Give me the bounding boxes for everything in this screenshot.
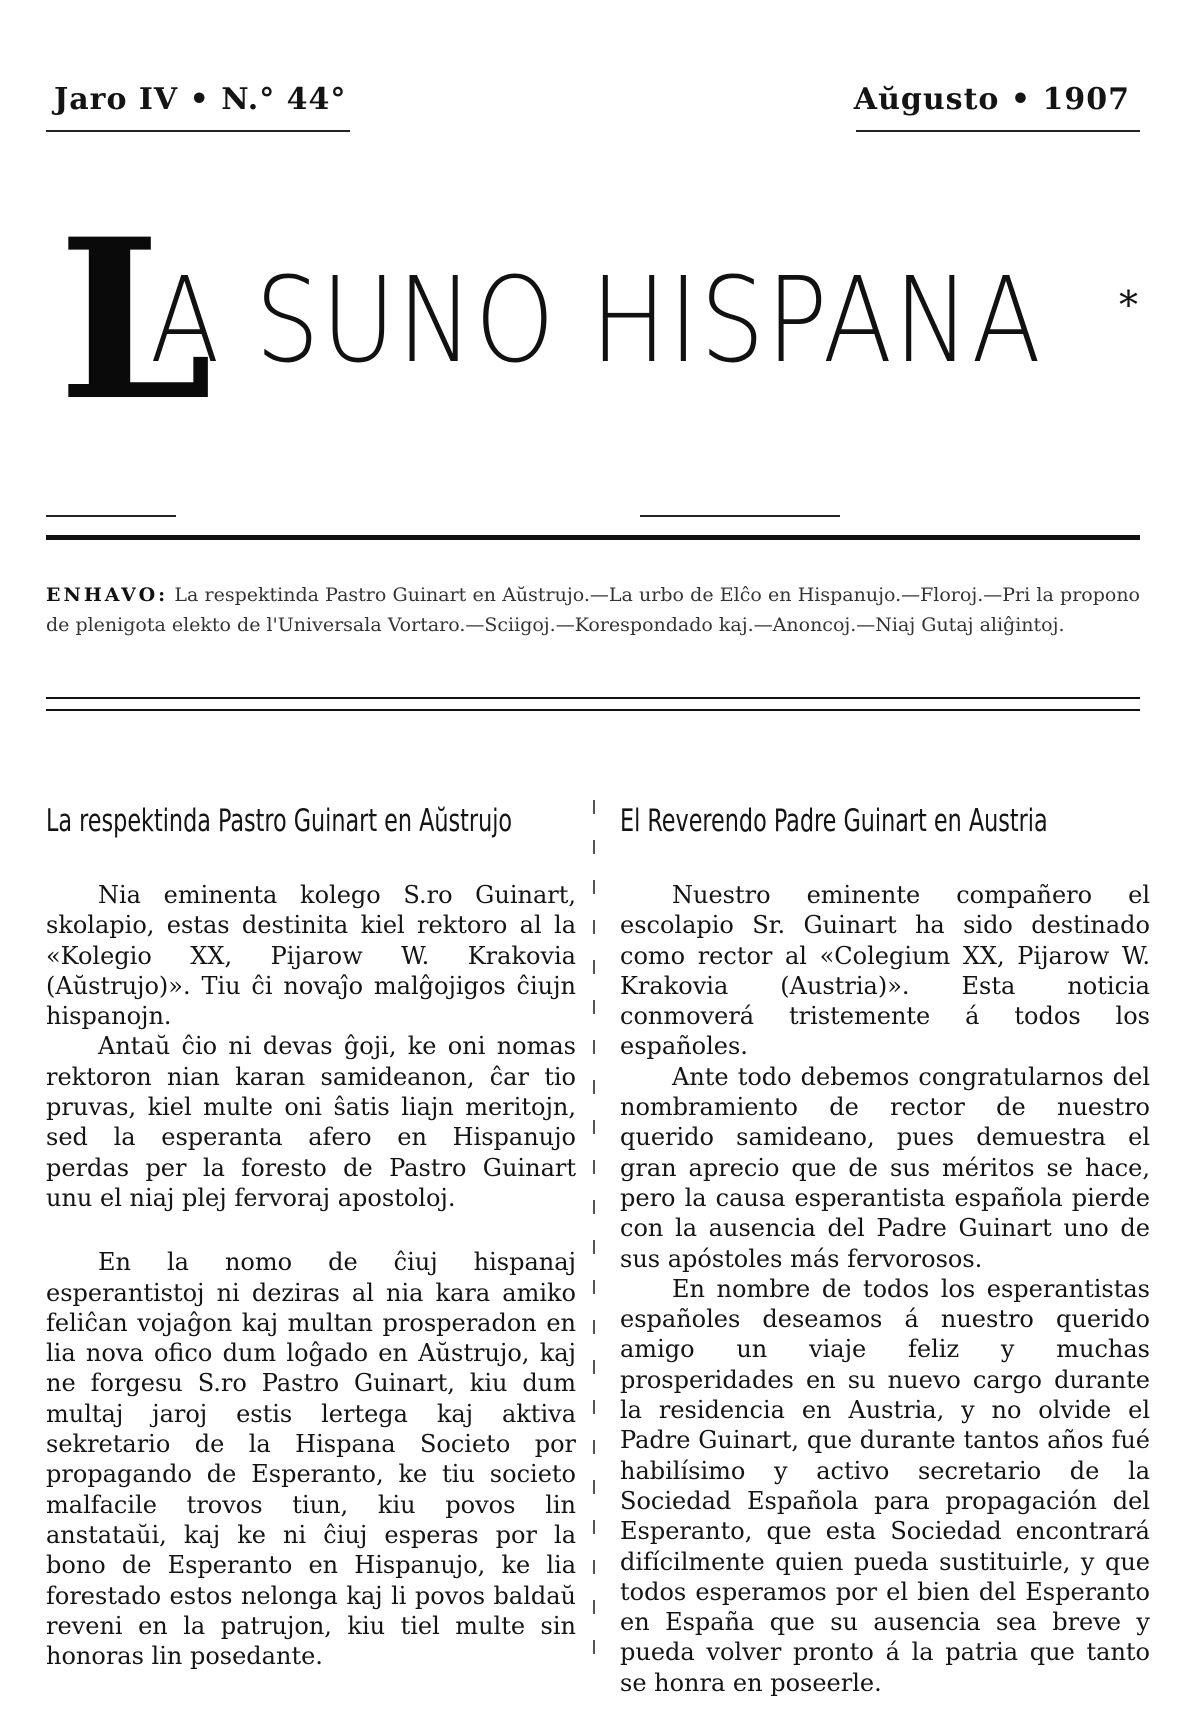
masthead-title: A SUNO HISPANA xyxy=(150,251,1043,389)
issue-number: Jaro IV • N.° 44° xyxy=(54,82,347,117)
column-divider xyxy=(593,800,595,1660)
issue-date: Aŭgusto • 1907 xyxy=(853,82,1130,117)
header-underline-left xyxy=(46,130,350,132)
masthead xyxy=(58,190,1138,449)
article-title-esperanto: La respektinda Pastro Guinart en Aŭstrujo xyxy=(46,803,513,839)
paragraph: Ante todo debemos congratularnos del nombramiento de rector de nuestro querido samideano, pues demuestra el gran aprecio que de sus méritos se hace, pero la causa esperantista española pierde con la ausencia del Padre Guinart uno de sus apóstoles más fervorosos. xyxy=(620,1062,1150,1273)
summary-rule-top xyxy=(46,697,1140,699)
contents-label: ENHAVO: xyxy=(46,584,169,606)
paragraph: En la nomo de ĉiuj hispanaj esperantistoj ni deziras al nia kara amiko feliĉan vojaĝon kaj multan prosperadon en lia nova ofico dum loĝado en Aŭstrujo, kaj ne forgesu S.ro Pastro Guinart, kiu dum multaj jaroj estis lertega kaj aktiva sekretario de la Hispana Societo por propagando de Esperanto, ke tiu societo malfacile trovos tiun, kiu povos lin anstataŭi, kaj ke ni ĉiuj esperas por la bono de Esperanto en Hispanujo, ke lia forestado estos nelonga kaj li povos baldaŭ reveni en la patrujon, kiu tiel multe sin honoras lin posedante. xyxy=(46,1248,576,1671)
paragraph: En nombre de todos los esperantistas españoles deseamos á nuestro querido amigo un viaje feliz y muchas prosperidades en su nuevo cargo durante la residencia en Austria, y no olvide el Padre Guinart, que durante tantos años fué habilísimo y activo secretario de la Sociedad Española para propagación del Esperanto, que esta Sociedad encontrará difícilmente quien pueda sustituirle, y que todos esperamos por el bien del Esperanto en España que su ausencia sea breve y pueda volver pronto á la patria que tanto se honra en poseerle. xyxy=(620,1274,1150,1697)
article-title-spanish: El Reverendo Padre Guinart en Austria xyxy=(620,803,1048,839)
summary-rule-bottom xyxy=(46,709,1140,711)
article-body-spanish xyxy=(620,880,1150,1698)
masthead-thick-rule xyxy=(46,535,1140,540)
masthead-initial: L xyxy=(58,190,213,449)
contents-summary xyxy=(46,580,1140,640)
contents-text: La respektinda Pastro Guinart en Aŭstrujo.—La urbo de Elĉo en Hispanujo.—Floroj.—Pri la propono de plenigota elekto de l'Universala Vortaro.—Sciigoj.—Korespondado kaj.—Anoncoj.—Niaj Gutaj aliĝintoj. xyxy=(46,584,1140,636)
article-body-esperanto xyxy=(46,880,576,1671)
paragraph: Nuestro eminente compañero el escolapio Sr. Guinart ha sido destinado como rector al «Colegium XX, Pijarow W. Krakovia (Austria)». Esta noticia conmoverá tristemente á todos los españoles. xyxy=(620,881,1150,1061)
header-underline-right xyxy=(856,130,1140,132)
short-rule-center xyxy=(640,515,840,517)
star-icon: * xyxy=(1119,283,1138,327)
paragraph: Antaŭ ĉio ni devas ĝoji, ke oni nomas rektoron nian karan samideanon, ĉar tio pruvas, kiel multe oni ŝatis liajn meritojn, sed la esperanta afero en Hispanujo perdas per la foresto de Pastro Guinart unu el niaj plej fervoraj apostoloj. xyxy=(46,1032,576,1212)
paragraph: Nia eminenta kolego S.ro Guinart, skolapio, estas destinita kiel rektoro al la «Kolegio XX, Pijarow W. Krakovia (Aŭstrujo)». Tiu ĉi novaĵo malĝojigos ĉiujn hispanojn. xyxy=(46,881,576,1031)
short-rule-left xyxy=(46,515,176,517)
